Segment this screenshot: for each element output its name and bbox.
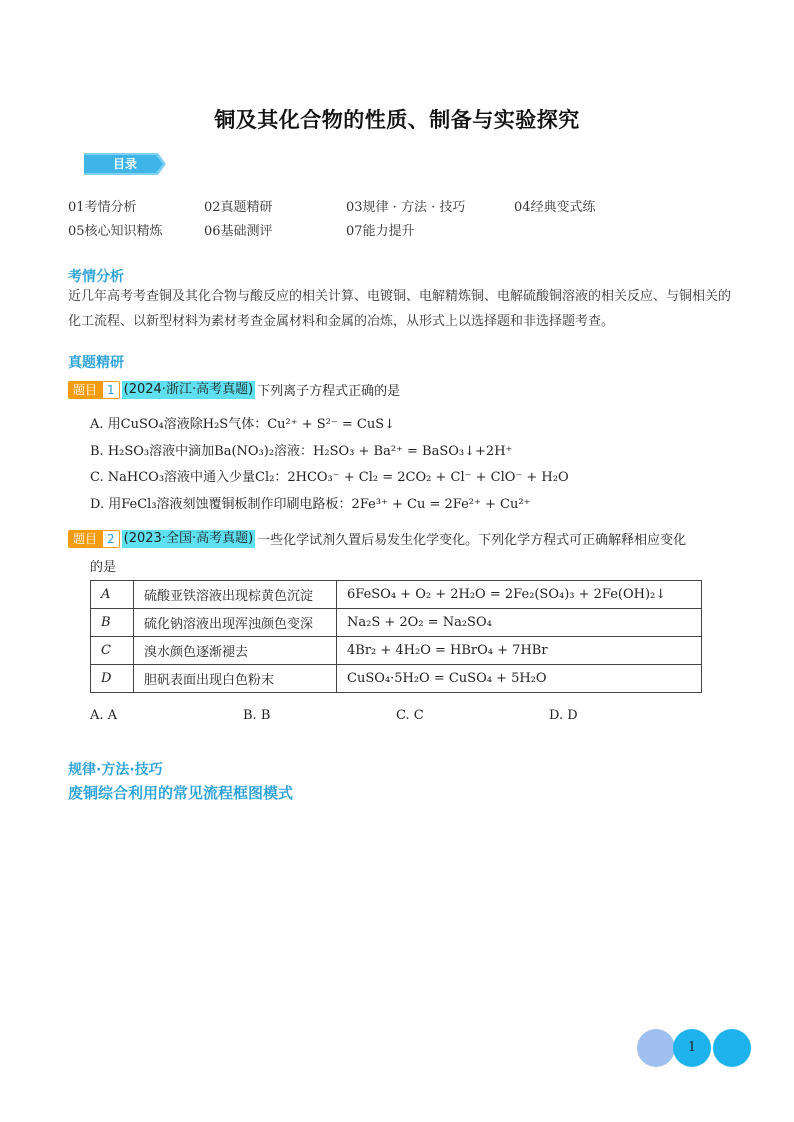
q2-row-phenomenon: 硫化钠溶液出现浑浊颜色变深: [134, 609, 337, 637]
q2-row-key: C: [91, 637, 134, 665]
table-row: [91, 637, 702, 665]
q1-option-c: C. NaHCO₃溶液中通入少量Cl₂：2HCO₃⁻ + Cl₂ = 2CO₂ + Cl⁻ + ClO⁻ + H₂O: [90, 470, 569, 485]
q2-row-key: A: [91, 581, 134, 609]
research-heading: 真题精研: [68, 355, 124, 371]
table-row: [91, 609, 702, 637]
toc-item-research[interactable]: 02真题精研: [204, 200, 273, 215]
q2-answer-a: A. A: [90, 708, 118, 723]
q1-tag: [68, 381, 120, 399]
page-badge-circle: [713, 1029, 751, 1067]
q2-row-equation: 4Br₂ + 4H₂O = HBrO₄ + 7HBr: [337, 637, 702, 665]
q2-header: [68, 529, 686, 548]
q1-stem: 下列离子方程式正确的是: [257, 384, 401, 399]
q1-source: (2024·浙江·高考真题): [123, 381, 254, 397]
toc-tag-label: 目录: [112, 157, 137, 171]
toc-item-variant[interactable]: 04经典变式练: [514, 200, 596, 215]
toc-item-core[interactable]: 05核心知识精炼: [68, 224, 163, 239]
toc-item-ability[interactable]: 07能力提升: [346, 224, 415, 239]
q2-stem-continued: 的是: [90, 560, 117, 575]
q2-row-phenomenon: 硫酸亚铁溶液出现棕黄色沉淀: [134, 581, 337, 609]
q1-header: [68, 380, 400, 399]
q2-source: (2023·全国·高考真题): [123, 530, 254, 546]
q2-table: [90, 580, 702, 693]
method-subheading: 废铜综合利用的常见流程框图模式: [68, 784, 294, 802]
method-heading: 规律·方法·技巧: [68, 762, 163, 778]
q1-tag-label: 题目: [68, 381, 102, 399]
q2-tag-label: 题目: [68, 530, 102, 548]
page-badge-circle: [637, 1029, 675, 1067]
q1-option-b: B. H₂SO₃溶液中滴加Ba(NO₃)₂溶液：H₂SO₃ + Ba²⁺ = BaSO₃↓+2H⁺: [90, 444, 513, 459]
q1-option-a: A. 用CuSO₄溶液除H₂S气体：Cu²⁺ + S²⁻ = CuS↓: [90, 417, 396, 432]
analysis-text: 近几年高考考查铜及其化合物与酸反应的相关计算、电镀铜、电解精炼铜、电解硫酸铜溶液的相关反应、与铜相关的化工流程、以新型材料为素材考查金属材料和金属的冶炼，从形式上以选择题和非选择题考查。: [68, 289, 732, 329]
analysis-heading: 考情分析: [68, 269, 124, 285]
q2-row-key: D: [91, 665, 134, 693]
q2-row-phenomenon: 溴水颜色逐渐褪去: [134, 637, 337, 665]
toc-item-basic-test[interactable]: 06基础测评: [204, 224, 273, 239]
table-row: [91, 665, 702, 693]
toc-tag: [84, 153, 166, 175]
toc-item-analysis[interactable]: 01考情分析: [68, 200, 137, 215]
q1-tag-number: 1: [102, 381, 120, 399]
q2-answer-d: D. D: [549, 708, 578, 723]
q2-row-equation: 6FeSO₄ + O₂ + 2H₂O = 2Fe₂(SO₄)₃ + 2Fe(OH)₂↓: [337, 581, 702, 609]
q2-answer-b: B. B: [243, 708, 271, 723]
q2-row-equation: CuSO₄·5H₂O = CuSO₄ + 5H₂O: [337, 665, 702, 693]
q2-row-equation: Na₂S + 2O₂ = Na₂SO₄: [337, 609, 702, 637]
q1-option-d: D. 用FeCl₃溶液刻蚀覆铜板制作印刷电路板：2Fe³⁺ + Cu = 2Fe²⁺ + Cu²⁺: [90, 497, 531, 512]
q2-answer-c: C. C: [396, 708, 424, 723]
page-title: 铜及其化合物的性质、制备与实验探究: [214, 108, 580, 132]
q2-stem: 一些化学试剂久置后易发生化学变化。下列化学方程式可正确解释相应变化: [257, 533, 687, 548]
q2-row-phenomenon: 胆矾表面出现白色粉末: [134, 665, 337, 693]
table-row: [91, 581, 702, 609]
q2-tag: [68, 530, 120, 548]
toc-item-method[interactable]: 03规律 · 方法 · 技巧: [346, 200, 466, 215]
q2-row-key: B: [91, 609, 134, 637]
q2-tag-number: 2: [102, 530, 120, 548]
page-number: 1: [687, 1040, 697, 1055]
